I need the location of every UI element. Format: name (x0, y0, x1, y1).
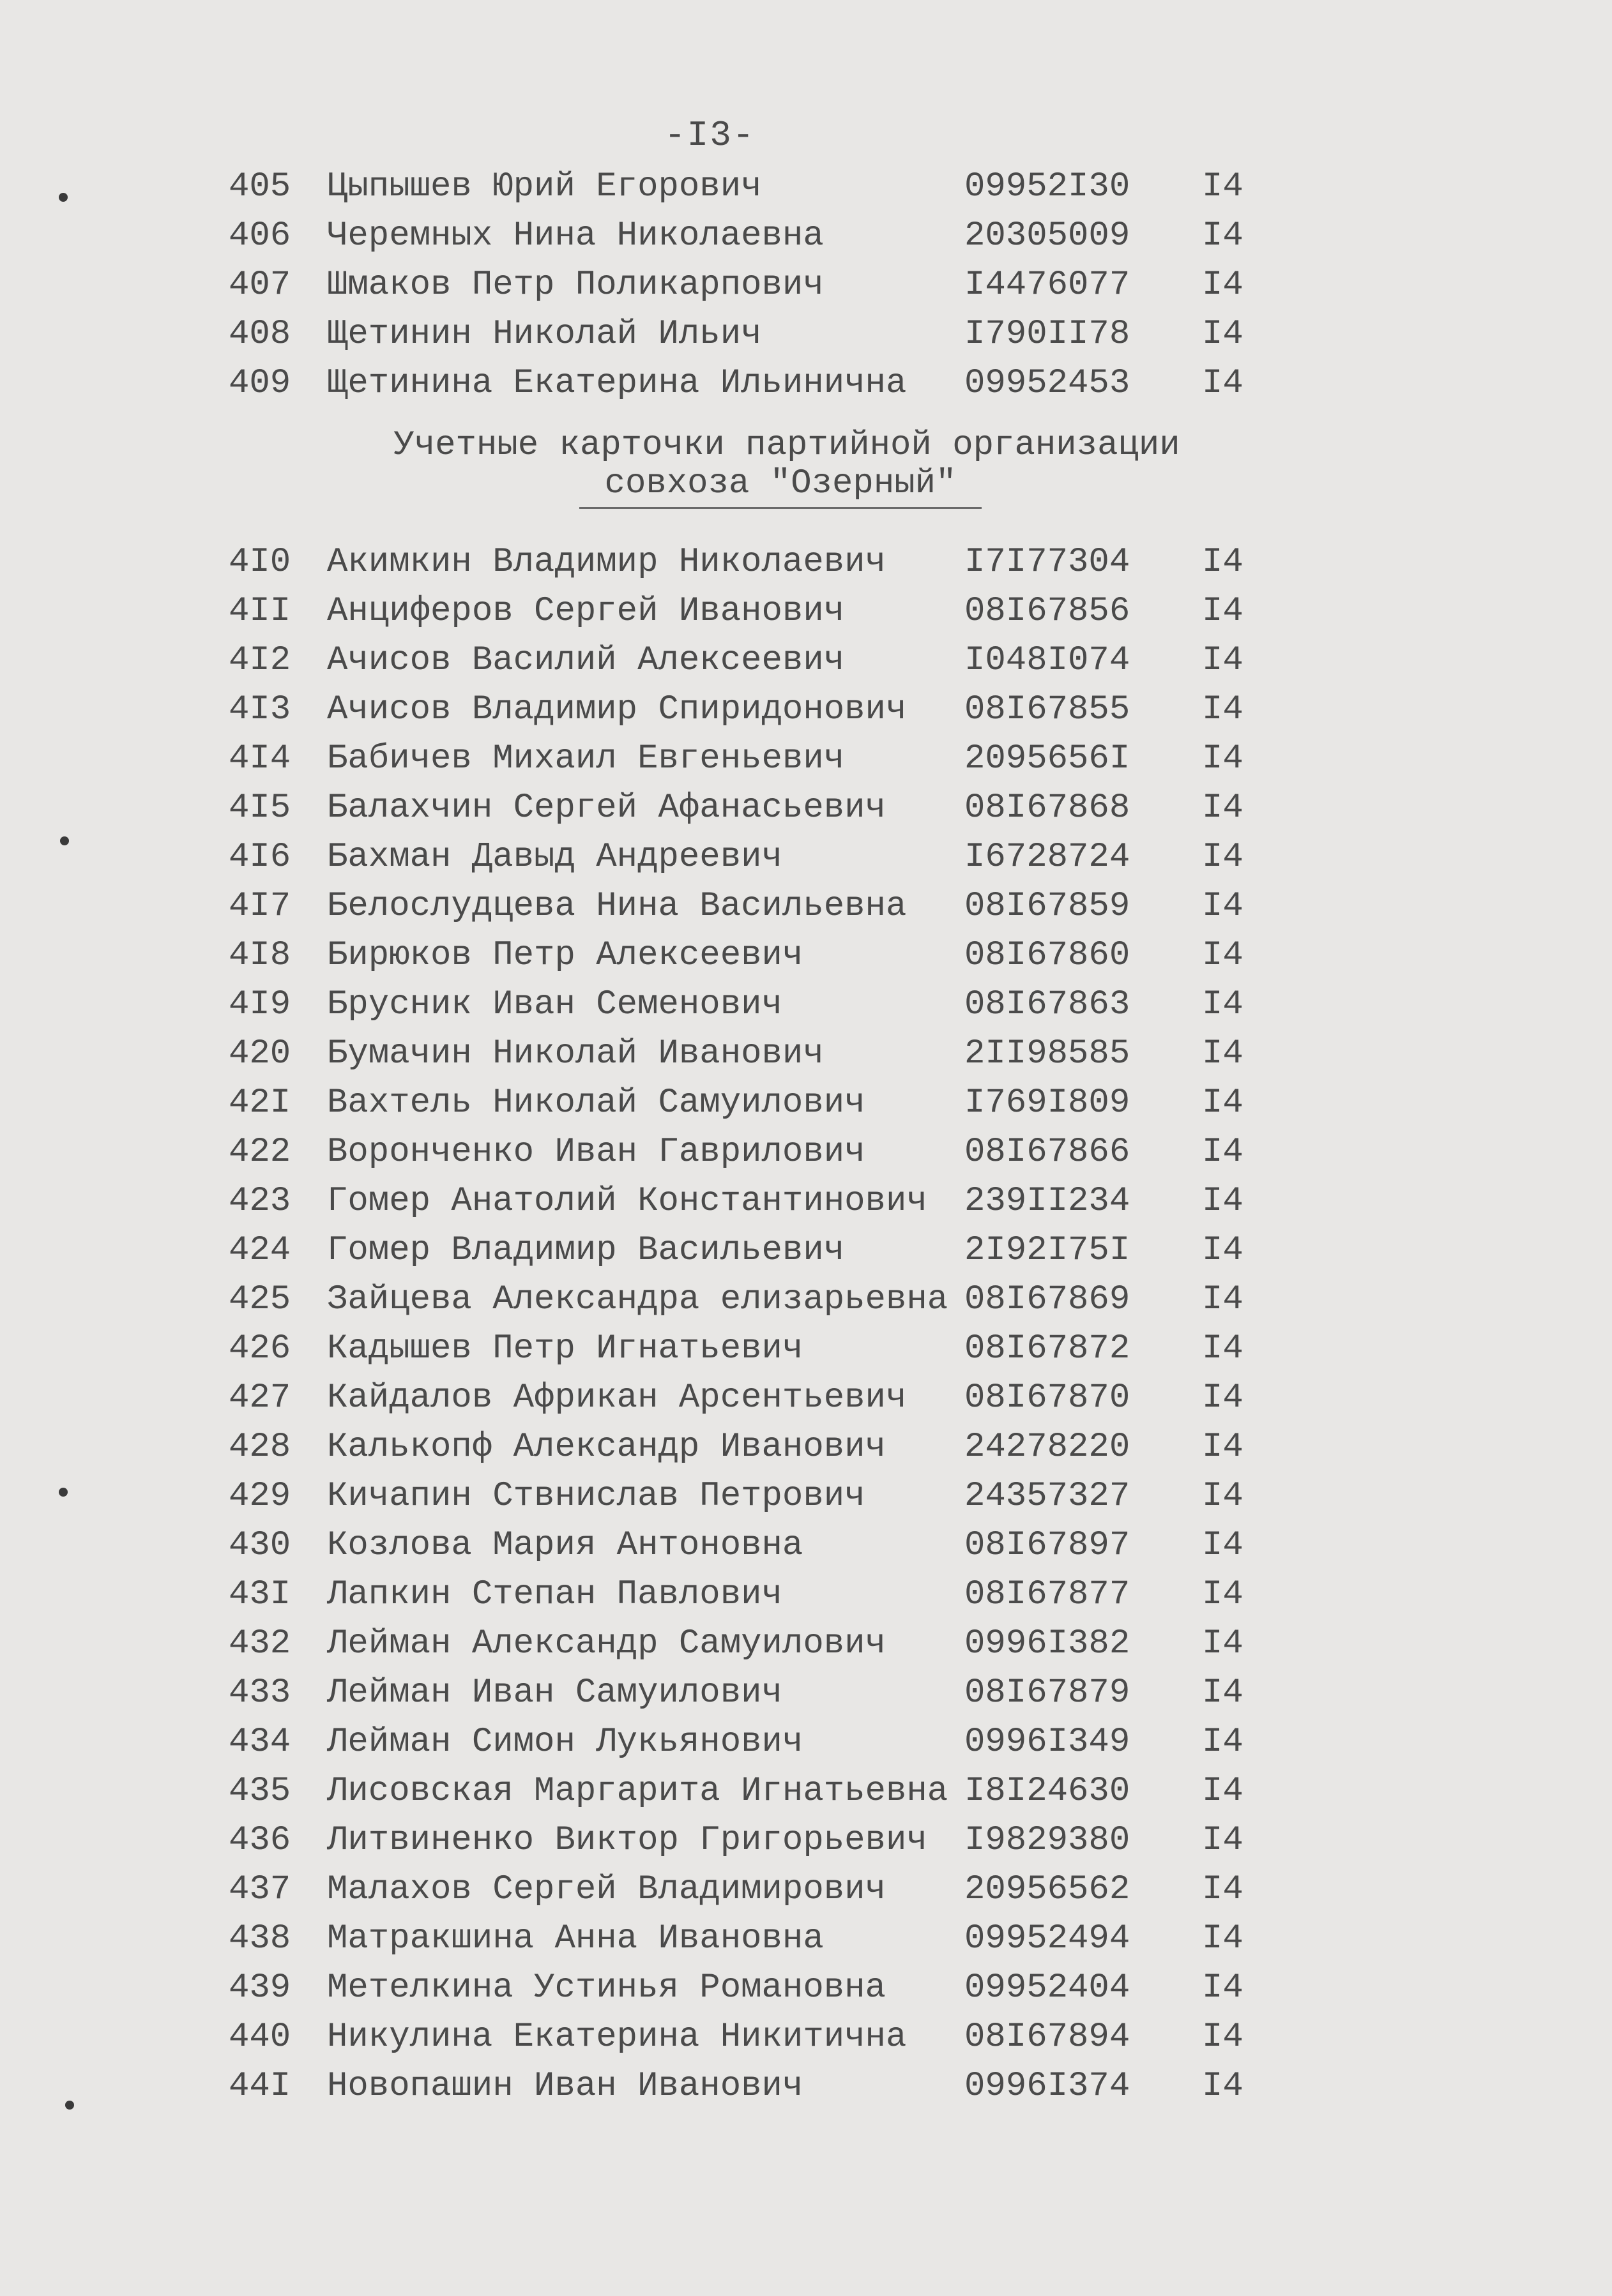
entry-code: I4 (1202, 887, 1243, 926)
list-item (0, 1870, 1612, 1919)
entry-code: I4 (1202, 266, 1243, 305)
entry-code: I4 (1202, 1673, 1243, 1712)
entry-code: I4 (1202, 1624, 1243, 1663)
card-number: 08I67872 (964, 1329, 1130, 1368)
card-number: 08I67863 (964, 985, 1130, 1024)
list-item (0, 1034, 1612, 1084)
entry-number: 4II (229, 592, 291, 631)
member-name: Брусник Иван Семенович (327, 985, 782, 1024)
entry-code: I4 (1202, 592, 1243, 631)
member-name: Акимкин Владимир Николаевич (327, 543, 886, 582)
member-name: Лапкин Степан Павлович (327, 1575, 782, 1614)
list-item (0, 1084, 1612, 1133)
entry-code: I4 (1202, 2018, 1243, 2057)
card-number: 08I67879 (964, 1673, 1130, 1712)
entry-number: 4I2 (229, 641, 291, 680)
card-number: I790II78 (964, 315, 1130, 354)
page-number: -I3- (664, 115, 756, 156)
member-name: Новопашин Иван Иванович (327, 2067, 803, 2106)
entry-code: I4 (1202, 1329, 1243, 1368)
member-list-before-section (0, 167, 1612, 413)
entry-number: 433 (229, 1673, 291, 1712)
list-item (0, 1133, 1612, 1182)
card-number: 08I67860 (964, 936, 1130, 975)
list-item (0, 1329, 1612, 1378)
list-item (0, 1280, 1612, 1329)
entry-number: 438 (229, 1919, 291, 1958)
list-item (0, 1673, 1612, 1723)
entry-number: 422 (229, 1133, 291, 1172)
entry-number: 4I9 (229, 985, 291, 1024)
card-number: 20305009 (964, 216, 1130, 255)
list-item (0, 838, 1612, 887)
member-name: Бабичев Михаил Евгеньевич (327, 739, 845, 778)
entry-number: 4I5 (229, 789, 291, 827)
card-number: I8I24630 (964, 1772, 1130, 1811)
list-item (0, 1723, 1612, 1772)
card-number: 2095656I (964, 739, 1130, 778)
entry-number: 429 (229, 1477, 291, 1516)
member-name: Шмаков Петр Поликарпович (327, 266, 824, 305)
card-number: I7I77304 (964, 543, 1130, 582)
card-number: 08I67866 (964, 1133, 1130, 1172)
entry-code: I4 (1202, 936, 1243, 975)
entry-code: I4 (1202, 1378, 1243, 1417)
member-name: Бирюков Петр Алексеевич (327, 936, 803, 975)
list-item (0, 2018, 1612, 2067)
entry-number: 4I4 (229, 739, 291, 778)
list-item (0, 266, 1612, 315)
member-name: Кичапин Ствнислав Петрович (327, 1477, 865, 1516)
member-name: Балахчин Сергей Афанасьевич (327, 789, 886, 827)
list-item (0, 1772, 1612, 1821)
entry-code: I4 (1202, 1133, 1243, 1172)
entry-number: 425 (229, 1280, 291, 1319)
member-name: Малахов Сергей Владимирович (327, 1870, 886, 1909)
entry-code: I4 (1202, 315, 1243, 354)
member-name: Щетинина Екатерина Ильинична (327, 364, 907, 403)
card-number: 08I67877 (964, 1575, 1130, 1614)
entry-number: 435 (229, 1772, 291, 1811)
list-item (0, 789, 1612, 838)
entry-code: I4 (1202, 2067, 1243, 2106)
list-item (0, 1378, 1612, 1428)
entry-code: I4 (1202, 216, 1243, 255)
member-name: Воронченко Иван Гаврилович (327, 1133, 865, 1172)
card-number: 08I67894 (964, 2018, 1130, 2057)
list-item (0, 985, 1612, 1034)
entry-number: 427 (229, 1378, 291, 1417)
member-name: Бумачин Николай Иванович (327, 1034, 824, 1073)
entry-code: I4 (1202, 1182, 1243, 1221)
entry-code: I4 (1202, 1280, 1243, 1319)
card-number: 08I67859 (964, 887, 1130, 926)
section-heading (0, 427, 1612, 509)
entry-code: I4 (1202, 364, 1243, 403)
entry-number: 432 (229, 1624, 291, 1663)
list-item (0, 543, 1612, 592)
list-item (0, 315, 1612, 364)
entry-number: 428 (229, 1428, 291, 1467)
list-item (0, 167, 1612, 216)
list-item (0, 364, 1612, 413)
list-item (0, 1526, 1612, 1575)
entry-number: 405 (229, 167, 291, 206)
list-item (0, 641, 1612, 690)
member-name: Зайцева Александра елизарьевна (327, 1280, 948, 1319)
card-number: 09952494 (964, 1919, 1130, 1958)
entry-code: I4 (1202, 739, 1243, 778)
entry-number: 439 (229, 1968, 291, 2007)
list-item (0, 1575, 1612, 1624)
entry-code: I4 (1202, 1723, 1243, 1762)
member-name: Козлова Мария Антоновна (327, 1526, 803, 1565)
member-name: Бахман Давыд Андреевич (327, 838, 782, 877)
member-name: Кайдалов Африкан Арсентьевич (327, 1378, 907, 1417)
entry-number: 420 (229, 1034, 291, 1073)
list-item (0, 1231, 1612, 1280)
list-item (0, 690, 1612, 739)
entry-code: I4 (1202, 1821, 1243, 1860)
entry-code: I4 (1202, 1477, 1243, 1516)
member-name: Кадышев Петр Игнатьевич (327, 1329, 803, 1368)
list-item (0, 887, 1612, 936)
list-item (0, 1821, 1612, 1870)
entry-code: I4 (1202, 789, 1243, 827)
entry-number: 4I6 (229, 838, 291, 877)
member-name: Гомер Владимир Васильевич (327, 1231, 845, 1270)
entry-number: 43I (229, 1575, 291, 1614)
list-item (0, 739, 1612, 789)
list-item (0, 1182, 1612, 1231)
entry-number: 409 (229, 364, 291, 403)
entry-number: 4I8 (229, 936, 291, 975)
member-name: Лейман Симон Лукьянович (327, 1723, 803, 1762)
member-name: Метелкина Устинья Романовна (327, 1968, 886, 2007)
member-name: Щетинин Николай Ильич (327, 315, 762, 354)
member-name: Лисовская Маргарита Игнатьевна (327, 1772, 948, 1811)
entry-number: 436 (229, 1821, 291, 1860)
member-name: Лейман Иван Самуилович (327, 1673, 782, 1712)
entry-code: I4 (1202, 838, 1243, 877)
list-item (0, 1968, 1612, 2018)
section-heading-line-2: совхоза "Озерный" (579, 465, 982, 509)
entry-number: 437 (229, 1870, 291, 1909)
entry-code: I4 (1202, 1428, 1243, 1467)
entry-code: I4 (1202, 690, 1243, 729)
entry-code: I4 (1202, 1870, 1243, 1909)
list-item (0, 1477, 1612, 1526)
member-name: Матракшина Анна Ивановна (327, 1919, 824, 1958)
member-list-after-section (0, 543, 1612, 2116)
member-name: Черемных Нина Николаевна (327, 216, 824, 255)
card-number: 0996I382 (964, 1624, 1130, 1663)
card-number: 0996I374 (964, 2067, 1130, 2106)
list-item (0, 1624, 1612, 1673)
entry-number: 42I (229, 1084, 291, 1122)
card-number: 08I67897 (964, 1526, 1130, 1565)
entry-number: 44I (229, 2067, 291, 2106)
list-item (0, 1428, 1612, 1477)
card-number: 08I67869 (964, 1280, 1130, 1319)
list-item (0, 592, 1612, 641)
entry-number: 430 (229, 1526, 291, 1565)
card-number: 08I67856 (964, 592, 1130, 631)
entry-number: 406 (229, 216, 291, 255)
card-number: I6728724 (964, 838, 1130, 877)
card-number: 20956562 (964, 1870, 1130, 1909)
entry-code: I4 (1202, 543, 1243, 582)
card-number: I048I074 (964, 641, 1130, 680)
entry-code: I4 (1202, 1772, 1243, 1811)
entry-number: 424 (229, 1231, 291, 1270)
card-number: 239II234 (964, 1182, 1130, 1221)
section-heading-line-1: Учетные карточки партийной организации (393, 426, 1180, 465)
entry-code: I4 (1202, 167, 1243, 206)
member-name: Литвиненко Виктор Григорьевич (327, 1821, 927, 1860)
entry-number: 440 (229, 2018, 291, 2057)
entry-number: 426 (229, 1329, 291, 1368)
card-number: I9829380 (964, 1821, 1130, 1860)
member-name: Белослудцева Нина Васильевна (327, 887, 907, 926)
list-item (0, 936, 1612, 985)
entry-number: 423 (229, 1182, 291, 1221)
card-number: 09952453 (964, 364, 1130, 403)
card-number: 08I67868 (964, 789, 1130, 827)
entry-code: I4 (1202, 1575, 1243, 1614)
entry-number: 407 (229, 266, 291, 305)
member-name: Никулина Екатерина Никитична (327, 2018, 907, 2057)
entry-code: I4 (1202, 1968, 1243, 2007)
list-item (0, 2067, 1612, 2116)
member-name: Калькопф Александр Иванович (327, 1428, 886, 1467)
entry-code: I4 (1202, 1231, 1243, 1270)
card-number: 0996I349 (964, 1723, 1130, 1762)
member-name: Вахтель Николай Самуилович (327, 1084, 865, 1122)
entry-code: I4 (1202, 985, 1243, 1024)
entry-code: I4 (1202, 1034, 1243, 1073)
member-name: Цыпышев Юрий Егорович (327, 167, 762, 206)
card-number: 24357327 (964, 1477, 1130, 1516)
card-number: 09952404 (964, 1968, 1130, 2007)
card-number: 08I67870 (964, 1378, 1130, 1417)
entry-code: I4 (1202, 641, 1243, 680)
card-number: 09952I30 (964, 167, 1130, 206)
card-number: I4476077 (964, 266, 1130, 305)
entry-number: 4I0 (229, 543, 291, 582)
list-item (0, 216, 1612, 266)
card-number: 08I67855 (964, 690, 1130, 729)
entry-code: I4 (1202, 1526, 1243, 1565)
member-name: Лейман Александр Самуилович (327, 1624, 886, 1663)
entry-code: I4 (1202, 1084, 1243, 1122)
member-name: Гомер Анатолий Константинович (327, 1182, 927, 1221)
member-name: Ачисов Василий Алексеевич (327, 641, 845, 680)
member-name: Ачисов Владимир Спиридонович (327, 690, 907, 729)
card-number: I769I809 (964, 1084, 1130, 1122)
entry-number: 408 (229, 315, 291, 354)
card-number: 24278220 (964, 1428, 1130, 1467)
entry-number: 434 (229, 1723, 291, 1762)
list-item (0, 1919, 1612, 1968)
member-name: Анциферов Сергей Иванович (327, 592, 845, 631)
card-number: 2II98585 (964, 1034, 1130, 1073)
entry-number: 4I3 (229, 690, 291, 729)
entry-code: I4 (1202, 1919, 1243, 1958)
card-number: 2I92I75I (964, 1231, 1130, 1270)
entry-number: 4I7 (229, 887, 291, 926)
